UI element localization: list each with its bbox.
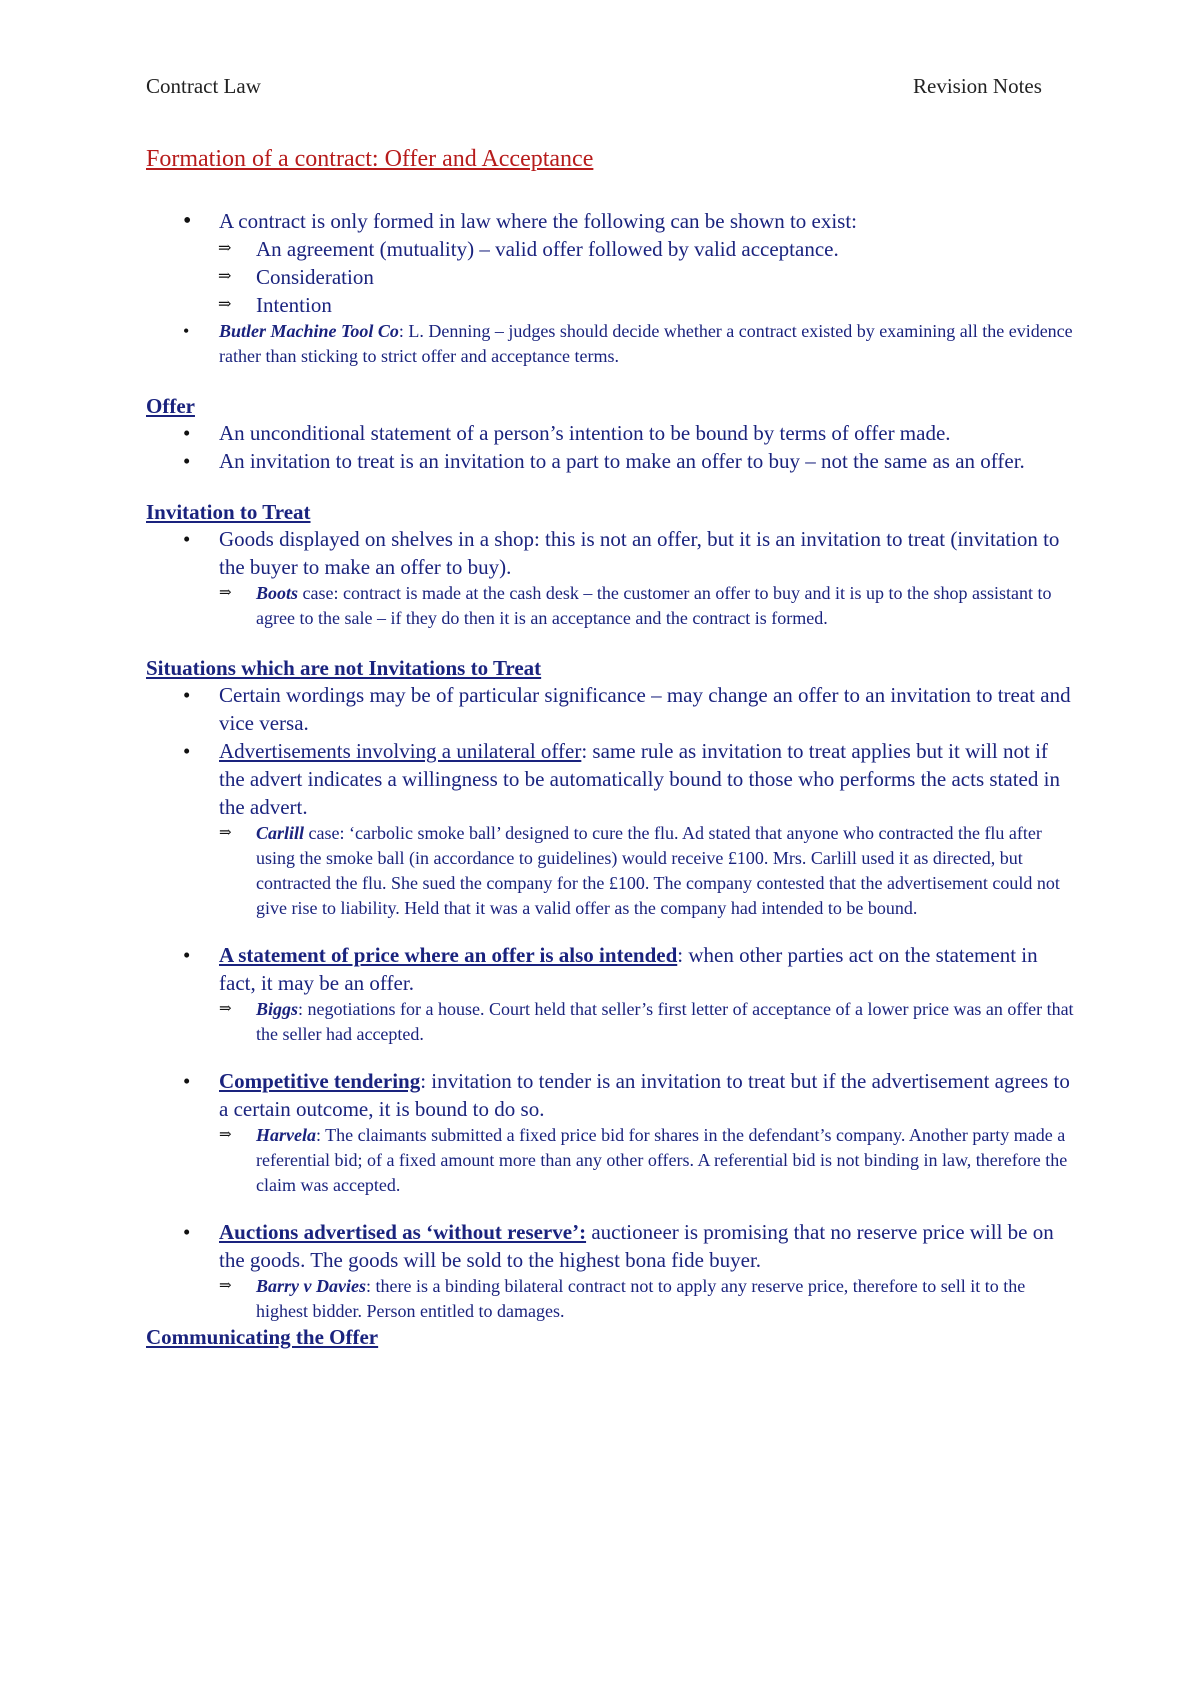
list-item bbox=[146, 319, 1076, 369]
list-item bbox=[146, 997, 1076, 1047]
not-itt-list-4 bbox=[146, 1218, 1076, 1324]
list-item bbox=[146, 581, 1076, 631]
case-text: case: contract is made at the cash desk – the customer an offer to buy and it is up to the shop assistant to agree to the sale – if they do then it is an acceptance and the contract is formed. bbox=[256, 583, 1052, 628]
intro-arrow-intention: Intention bbox=[256, 293, 332, 317]
case-name: Harvela bbox=[256, 1125, 316, 1145]
list-item bbox=[146, 1218, 1076, 1274]
section-heading-communicating-offer: Communicating the Offer bbox=[146, 1325, 379, 1349]
case-name: Barry v Davies bbox=[256, 1276, 366, 1296]
case-name: Boots bbox=[256, 583, 299, 603]
case-text: : L. Denning – judges should decide whether a contract existed by examining all the evidence rather than sticking to strict offer and acceptance terms. bbox=[219, 321, 1073, 366]
page-title: Formation of a contract: Offer and Acceptance bbox=[146, 146, 594, 172]
intro-arrow-consideration: Consideration bbox=[256, 265, 374, 289]
list-item bbox=[146, 447, 1076, 475]
bullet-text: : when other parties act on the statement in fact, it may be an offer. bbox=[219, 943, 1038, 995]
not-itt-list bbox=[146, 681, 1076, 921]
bullet-text: auctioneer is promising that no reserve price will be on the goods. The goods will be sold to the highest bona fide buyer. bbox=[219, 1220, 1054, 1272]
list-item bbox=[146, 291, 1076, 319]
bullet-text: Goods displayed on shelves in a shop: this is not an offer, but it is an invitation to treat (invitation to the buyer to make an offer to buy). bbox=[219, 527, 1060, 579]
list-item bbox=[146, 1274, 1076, 1324]
list-item bbox=[146, 681, 1076, 737]
bullet-label: Auctions advertised as ‘without reserve’: bbox=[219, 1220, 587, 1244]
header-right: Revision Notes bbox=[913, 74, 1042, 98]
bullet-text: An unconditional statement of a person’s intention to be bound by terms of offer made. bbox=[219, 421, 951, 445]
section-heading-not-invitations: Situations which are not Invitations to Treat bbox=[146, 656, 542, 680]
intro-bullet-text: A contract is only formed in law where the following can be shown to exist: bbox=[219, 209, 858, 233]
itt-list bbox=[146, 525, 1076, 631]
list-item bbox=[146, 525, 1076, 581]
bullet-label: A statement of price where an offer is also intended bbox=[219, 943, 678, 967]
list-item bbox=[146, 941, 1076, 997]
bullet-text: Certain wordings may be of particular significance – may change an offer to an invitation to treat and vice versa. bbox=[219, 683, 1071, 735]
not-itt-list-3 bbox=[146, 1067, 1076, 1198]
case-name: Butler Machine Tool Co bbox=[219, 321, 399, 341]
list-item bbox=[146, 1067, 1076, 1123]
document-body bbox=[146, 146, 1076, 1350]
case-text: case: ‘carbolic smoke ball’ designed to cure the flu. Ad stated that anyone who contracted the flu after using the smoke ball (in accordance to guidelines) would receive £100. Mrs. Carlill used it as directed, but contracted the flu. She sued the company for the £100. The company contested that the advertisement could not give rise to liability. Held that it was a valid offer as the company had intended to be bound. bbox=[256, 823, 1060, 918]
header-left: Contract Law bbox=[146, 74, 261, 98]
bullet-label: Competitive tendering bbox=[219, 1069, 421, 1093]
bullet-text: : invitation to tender is an invitation to treat but if the advertisement agrees to a certain outcome, it is bound to do so. bbox=[219, 1069, 1070, 1121]
offer-list bbox=[146, 419, 1076, 475]
list-item bbox=[146, 821, 1076, 921]
case-text: : negotiations for a house. Court held that seller’s first letter of acceptance of a lower price was an offer that the seller had accepted. bbox=[256, 999, 1074, 1044]
case-text: : The claimants submitted a fixed price bid for shares in the defendant’s company. Another party made a referential bid; of a fixed amount more than any other offers. A referential bid is not binding in law, therefore the claim was accepted. bbox=[256, 1125, 1068, 1195]
case-text: : there is a binding bilateral contract not to apply any reserve price, therefore to sell it to the highest bidder. Person entitled to damages. bbox=[256, 1276, 1026, 1321]
intro-arrow-agreement: An agreement (mutuality) – valid offer followed by valid acceptance. bbox=[256, 237, 839, 261]
list-item bbox=[146, 419, 1076, 447]
list-item bbox=[146, 263, 1076, 291]
bullet-text: An invitation to treat is an invitation to a part to make an offer to buy – not the same as an offer. bbox=[219, 449, 1025, 473]
case-name: Carlill bbox=[256, 823, 305, 843]
list-item bbox=[146, 1123, 1076, 1198]
section-heading-invitation-to-treat: Invitation to Treat bbox=[146, 500, 311, 524]
bullet-text: : same rule as invitation to treat applies but it will not if the advert indicates a willingness to be automatically bound to those who performs the acts stated in the advert. bbox=[219, 739, 1060, 819]
case-name: Biggs bbox=[256, 999, 299, 1019]
intro-list bbox=[146, 207, 1076, 369]
not-itt-list-2 bbox=[146, 941, 1076, 1047]
bullet-label: Advertisements involving a unilateral offer bbox=[219, 739, 582, 763]
section-heading-offer: Offer bbox=[146, 394, 195, 418]
list-item bbox=[146, 235, 1076, 263]
list-item bbox=[146, 207, 1076, 235]
list-item bbox=[146, 737, 1076, 821]
